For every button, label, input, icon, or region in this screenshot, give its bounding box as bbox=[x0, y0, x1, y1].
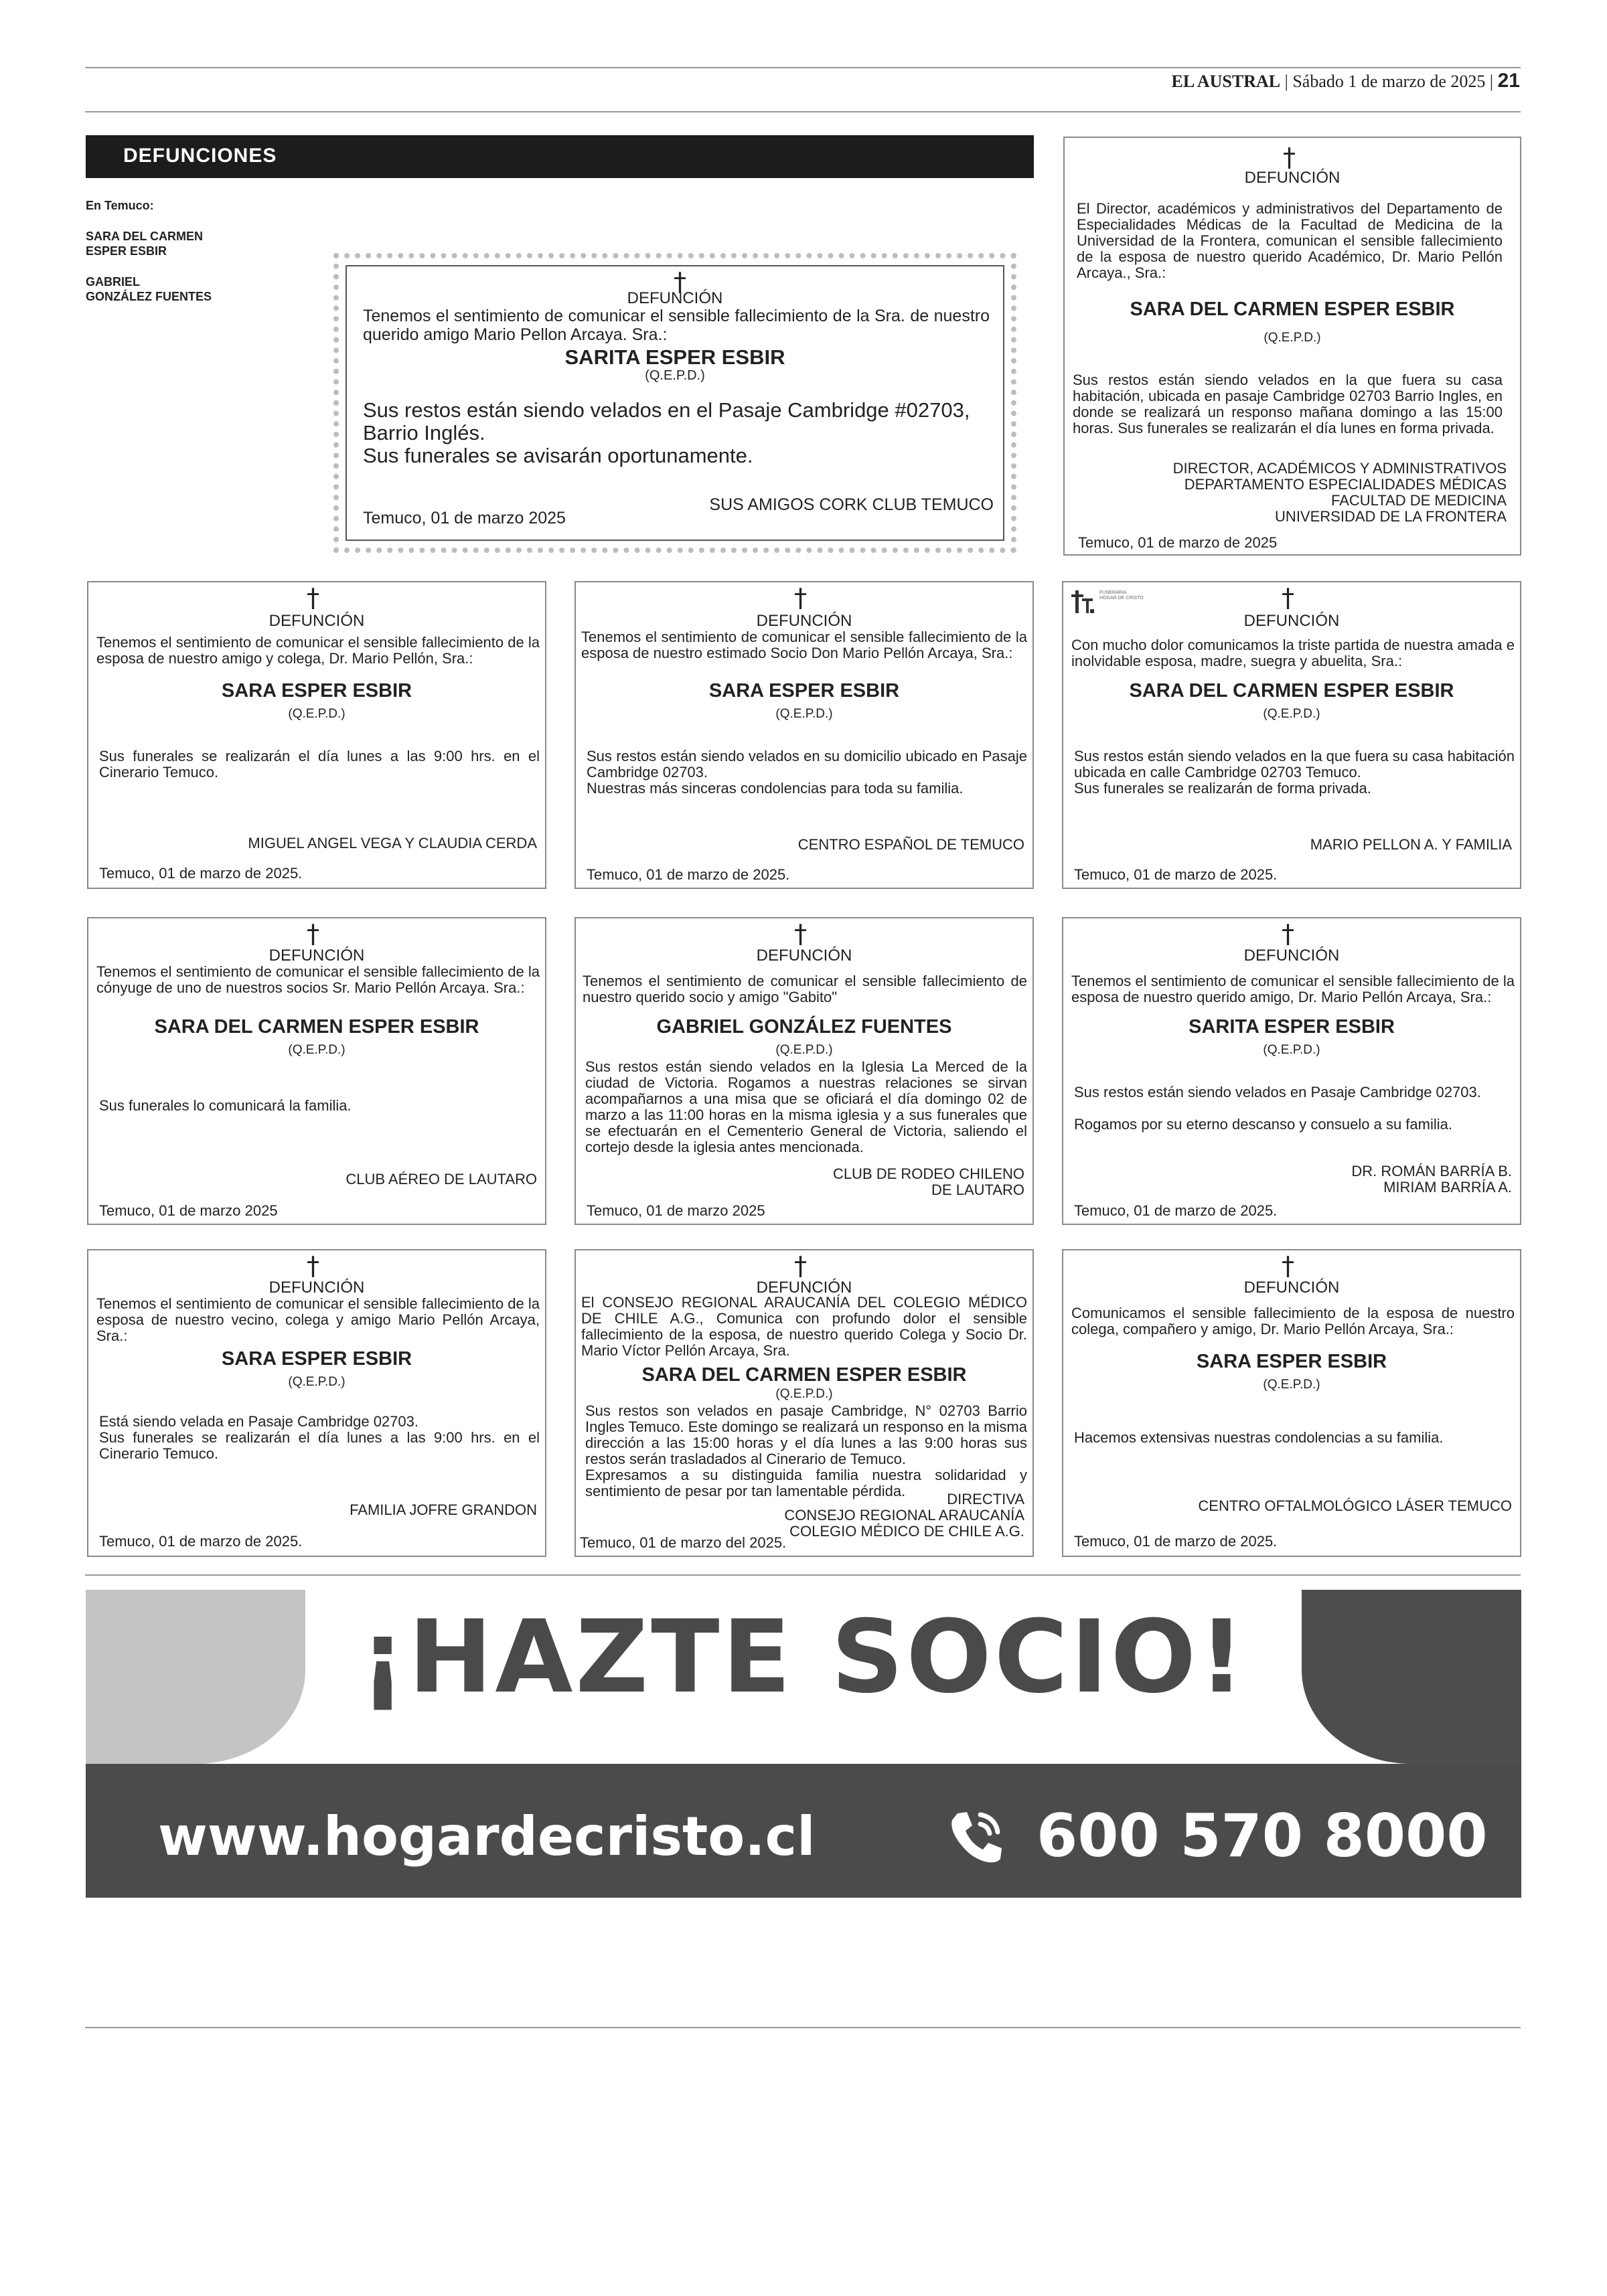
notice-date: Temuco, 01 de marzo de 2025. bbox=[587, 866, 790, 883]
notice-text: Comunicamos el sensible fallecimiento de la esposa de nuestro colega, compañero y amigo, Dr. Mario Pellón Arcaya, Sra.: bbox=[1071, 1305, 1515, 1337]
notice-body: Sus funerales lo comunicará la familia. bbox=[99, 1097, 352, 1114]
qepd-label: (Q.E.P.D.) bbox=[288, 1043, 346, 1057]
notice-date: Temuco, 01 de marzo del 2025. bbox=[580, 1534, 787, 1551]
notice-title: DEFUNCIÓN bbox=[756, 1279, 852, 1297]
banner-phone[interactable]: 600 570 8000 bbox=[1037, 1801, 1488, 1870]
banner-rule bbox=[85, 1574, 1521, 1576]
index-name-1: SARA DEL CARMEN bbox=[86, 230, 204, 243]
banner-bottom bbox=[86, 1764, 1521, 1898]
notice-signature: CENTRO OFTALMOLÓGICO LÁSER TEMUCO bbox=[1198, 1497, 1512, 1514]
hazte-socio-banner[interactable] bbox=[86, 1590, 1521, 1898]
notice-text: Tenemos el sentimiento de comunicar el sensible fallecimiento de la esposa de nuestro amigo y colega, Dr. Mario Pellón, Sra.: bbox=[96, 634, 540, 667]
notice-text: Tenemos el sentimiento de comunicar el sensible fallecimiento de la esposa de nuestro vecino, colega y amigo Mario Pellón Arcaya, Sra.: bbox=[96, 1295, 540, 1344]
notice-body: Sus restos están siendo velados en Pasaje Cambridge 02703. Rogamos por su eterno descanso y consuelo a su familia. bbox=[1074, 1084, 1481, 1133]
notice-5 bbox=[87, 917, 546, 1225]
qepd-label: (Q.E.P.D.) bbox=[1263, 1043, 1320, 1057]
notice-signature: SUS AMIGOS CORK CLUB TEMUCO bbox=[709, 495, 994, 514]
notice-7 bbox=[1062, 917, 1521, 1225]
qepd-label: (Q.E.P.D.) bbox=[288, 707, 346, 721]
section-title: DEFUNCIONES bbox=[123, 145, 277, 167]
phone-icon bbox=[943, 1803, 1010, 1870]
top-rule bbox=[85, 67, 1521, 68]
notice-body: Sus funerales se realizarán el día lunes a las 9:00 hrs. en el Cinerario Temuco. bbox=[99, 748, 540, 781]
notice-title: DEFUNCIÓN bbox=[269, 1279, 365, 1297]
notice-body: Está siendo velada en Pasaje Cambridge 02703. Sus funerales se realizarán el día lunes a las 9:00 hrs. en el Cinerario Temuco. bbox=[99, 1413, 540, 1462]
notice-text: Tenemos el sentimiento de comunicar el sensible fallecimiento de la cónyuge de uno de nuestros socios Sr. Mario Pellón Arcaya. Sra.: bbox=[96, 963, 540, 996]
banner-top bbox=[86, 1590, 1521, 1764]
deceased-name: GABRIEL GONZÁLEZ FUENTES bbox=[656, 1016, 952, 1038]
cross-icon: † bbox=[794, 1251, 807, 1281]
notice-date: Temuco, 01 de marzo de 2025 bbox=[1078, 534, 1278, 551]
qepd-label: (Q.E.P.D.) bbox=[775, 1043, 833, 1057]
notice-9 bbox=[575, 1249, 1034, 1557]
notice-text: Tenemos el sentimiento de comunicar el sensible fallecimiento de la esposa de nuestro querido amigo, Dr. Mario Pellón Arcaya, Sra.: bbox=[1071, 973, 1515, 1005]
notice-6 bbox=[575, 917, 1034, 1225]
cross-icon: † bbox=[794, 919, 807, 949]
qepd-label: (Q.E.P.D.) bbox=[775, 707, 833, 721]
notice-title: DEFUNCIÓN bbox=[627, 289, 723, 307]
notice-signature: CENTRO ESPAÑOL DE TEMUCO bbox=[797, 836, 1024, 853]
notice-signature: FAMILIA JOFRE GRANDON bbox=[350, 1501, 537, 1518]
paper-name: EL AUSTRAL bbox=[1171, 72, 1281, 91]
notice-title: DEFUNCIÓN bbox=[756, 612, 852, 630]
notice-text: Tenemos el sentimiento de comunicar el sensible fallecimiento de la Sra. de nuestro querido amigo Mario Pellon Arcaya. Sra.: bbox=[363, 307, 990, 344]
banner-url[interactable]: www.hogardecristo.cl bbox=[158, 1805, 816, 1868]
notice-body: Sus restos están siendo velados en su domicilio ubicado en Pasaje Cambridge 02703. Nuestras más sinceras condolencias para toda su familia. bbox=[587, 748, 1027, 797]
cross-icon: † bbox=[1283, 143, 1296, 172]
deceased-name: SARA DEL CARMEN ESPER ESBIR bbox=[1129, 680, 1454, 702]
qepd-label: (Q.E.P.D.) bbox=[288, 1375, 346, 1389]
deceased-name: SARA DEL CARMEN ESPER ESBIR bbox=[154, 1016, 479, 1038]
notice-signature: DIRECTOR, ACADÉMICOS Y ADMINISTRATIVOS DEPARTAMENTO ESPECIALIDADES MÉDICAS FACULTAD DE MEDICINA UNIVERSIDAD DE LA FRONTERA bbox=[1172, 460, 1507, 525]
cross-icon: † bbox=[307, 1251, 319, 1281]
notice-signature: CLUB DE RODEO CHILENO DE LAUTARO bbox=[832, 1165, 1024, 1198]
notice-date: Temuco, 01 de marzo 2025 bbox=[99, 1202, 278, 1219]
notice-date: Temuco, 01 de marzo 2025 bbox=[587, 1202, 765, 1219]
banner-title: ¡HAZTE SOCIO! bbox=[360, 1599, 1247, 1716]
notice-title: DEFUNCIÓN bbox=[1243, 947, 1340, 965]
page-number: 21 bbox=[1497, 70, 1520, 92]
section-bar bbox=[86, 135, 1034, 178]
notice-signature: CLUB AÉREO DE LAUTARO bbox=[346, 1171, 537, 1187]
notice-title: DEFUNCIÓN bbox=[269, 947, 365, 965]
deceased-name: SARITA ESPER ESBIR bbox=[1189, 1016, 1395, 1038]
deceased-name: SARA ESPER ESBIR bbox=[221, 1348, 412, 1370]
index-name-2: ESPER ESBIR bbox=[86, 244, 167, 258]
qepd-label: (Q.E.P.D.) bbox=[775, 1387, 833, 1401]
deceased-name: SARA ESPER ESBIR bbox=[1196, 1351, 1387, 1372]
notice-body: Sus restos están siendo velados en la Iglesia La Merced de la ciudad de Victoria. Rogamos a nuestras relaciones se sirvan acompañarnos a una misa que se oficiará el día domingo 02 de marzo a las 11:00 horas en la misma iglesia y a sus funerales que se efectuarán en el Cementerio General de Victoria, saliendo el cortejo desde la iglesia antes mencionada. bbox=[585, 1058, 1027, 1155]
notice-date: Temuco, 01 de marzo de 2025. bbox=[99, 865, 303, 882]
deceased-name: SARA ESPER ESBIR bbox=[221, 680, 412, 702]
notice-date: Temuco, 01 de marzo de 2025. bbox=[1074, 866, 1278, 883]
notice-signature: DIRECTIVA CONSEJO REGIONAL ARAUCANÍA COLEGIO MÉDICO DE CHILE A.G. bbox=[784, 1491, 1024, 1540]
header-date: | Sábado 1 de marzo de 2025 | bbox=[1284, 72, 1494, 91]
notice-body: Sus restos están siendo velados en el Pasaje Cambridge #02703, Barrio Inglés. Sus funerales se avisarán oportunamente. bbox=[363, 398, 970, 467]
index-name-3: GABRIEL bbox=[86, 275, 140, 289]
notice-body: Sus restos son velados en pasaje Cambridge, N° 02703 Barrio Ingles Temuco. Este domingo se realizará un responso en la misma dirección a las 15:00 horas y el día lunes a las 9:00 horas sus restos serán trasladados al Cinerario de Temuco. Expresamos a su distinguida familia nuestra solidaridad y sentimiento de pesar por tan lamentable pérdida. bbox=[585, 1402, 1027, 1499]
notice-title: DEFUNCIÓN bbox=[1243, 1279, 1340, 1297]
qepd-label: (Q.E.P.D.) bbox=[1263, 1378, 1320, 1392]
cross-icon: † bbox=[307, 919, 319, 949]
notice-8 bbox=[87, 1249, 546, 1557]
logo-text: FUNERARIA HOGAR DE CRISTO bbox=[1099, 590, 1144, 600]
notice-stamp bbox=[333, 253, 1016, 553]
notice-text: Tenemos el sentimiento de comunicar el sensible fallecimiento de nuestro querido socio y amigo "Gabito" bbox=[583, 973, 1027, 1005]
notice-signature: MIGUEL ANGEL VEGA Y CLAUDIA CERDA bbox=[248, 835, 537, 851]
cross-icon: † bbox=[1282, 1251, 1294, 1281]
notice-3 bbox=[575, 581, 1034, 889]
notice-signature: DR. ROMÁN BARRÍA B. MIRIAM BARRÍA A. bbox=[1351, 1163, 1512, 1196]
index-city: En Temuco: bbox=[86, 199, 154, 212]
notice-10 bbox=[1062, 1249, 1521, 1557]
notice-date: Temuco, 01 de marzo 2025 bbox=[363, 509, 566, 527]
notice-title: DEFUNCIÓN bbox=[1244, 169, 1341, 187]
notice-4 bbox=[1062, 581, 1521, 889]
notice-date: Temuco, 01 de marzo de 2025. bbox=[1074, 1202, 1278, 1219]
notice-body: Hacemos extensivas nuestras condolencias a su familia. bbox=[1074, 1429, 1444, 1446]
notice-2 bbox=[87, 581, 546, 889]
notice-title: DEFUNCIÓN bbox=[1243, 612, 1340, 630]
cross-icon: † bbox=[1282, 583, 1294, 612]
notice-1 bbox=[1063, 137, 1521, 556]
cross-icon: † bbox=[1282, 919, 1294, 949]
notice-text: Con mucho dolor comunicamos la triste partida de nuestra amada e inolvidable esposa, madre, suegra y abuelita, Sra.: bbox=[1071, 637, 1515, 669]
notice-date: Temuco, 01 de marzo de 2025. bbox=[1074, 1533, 1278, 1550]
deceased-name: SARITA ESPER ESBIR bbox=[564, 345, 785, 369]
qepd-label: (Q.E.P.D.) bbox=[1263, 707, 1320, 721]
notice-0 bbox=[346, 265, 1004, 541]
qepd-label: (Q.E.P.D.) bbox=[645, 368, 705, 383]
cross-icon: † bbox=[794, 583, 807, 612]
notice-body: Sus restos están siendo velados en la que fuera su casa habitación ubicada en calle Cambridge 02703 Temuco. Sus funerales se realizarán de forma privada. bbox=[1074, 748, 1515, 797]
cross-icon: † bbox=[674, 267, 686, 297]
page-header bbox=[1172, 70, 1520, 92]
notice-signature: MARIO PELLON A. Y FAMILIA bbox=[1310, 836, 1512, 853]
bottom-rule bbox=[85, 2027, 1521, 2028]
notice-text: El CONSEJO REGIONAL ARAUCANÍA DEL COLEGIO MÉDICO DE CHILE A.G., Comunica con profundo dolor el sensible fallecimiento de la esposa, de nuestro querido Colega y Socio Dr. Mario Víctor Pellón Arcaya, Sra. bbox=[581, 1294, 1027, 1359]
header-rule bbox=[85, 111, 1521, 112]
index-name-4: GONZÁLEZ FUENTES bbox=[86, 290, 212, 303]
notice-date: Temuco, 01 de marzo de 2025. bbox=[99, 1533, 303, 1550]
deceased-name: SARA DEL CARMEN ESPER ESBIR bbox=[641, 1364, 967, 1386]
deceased-name: SARA ESPER ESBIR bbox=[708, 680, 900, 702]
deceased-name: SARA DEL CARMEN ESPER ESBIR bbox=[1130, 299, 1455, 320]
notice-title: DEFUNCIÓN bbox=[269, 612, 365, 630]
notice-title: DEFUNCIÓN bbox=[756, 947, 852, 965]
qepd-label: (Q.E.P.D.) bbox=[1264, 331, 1321, 345]
cross-icon: † bbox=[307, 583, 319, 612]
notice-body: Sus restos están siendo velados en la que fuera su casa habitación, ubicada en pasaje Cambridge 02703 Barrio Ingles, en donde se realizará un responso mañana domingo a las 15:00 horas. Sus funerales se realizarán el día lunes en forma privada. bbox=[1073, 372, 1503, 436]
notice-text: Tenemos el sentimiento de comunicar el sensible fallecimiento de la esposa de nuestro estimado Socio Don Mario Pellón Arcaya, Sra.: bbox=[581, 629, 1027, 661]
notice-text: El Director, académicos y administrativos del Departamento de Especialidades Médicas de la Facultad de Medicina de la Universidad de la Frontera, comunican el sensible fallecimiento de la esposa de nuestro querido Académico, Dr. Mario Pellón Arcaya., Sra.: bbox=[1077, 200, 1503, 281]
